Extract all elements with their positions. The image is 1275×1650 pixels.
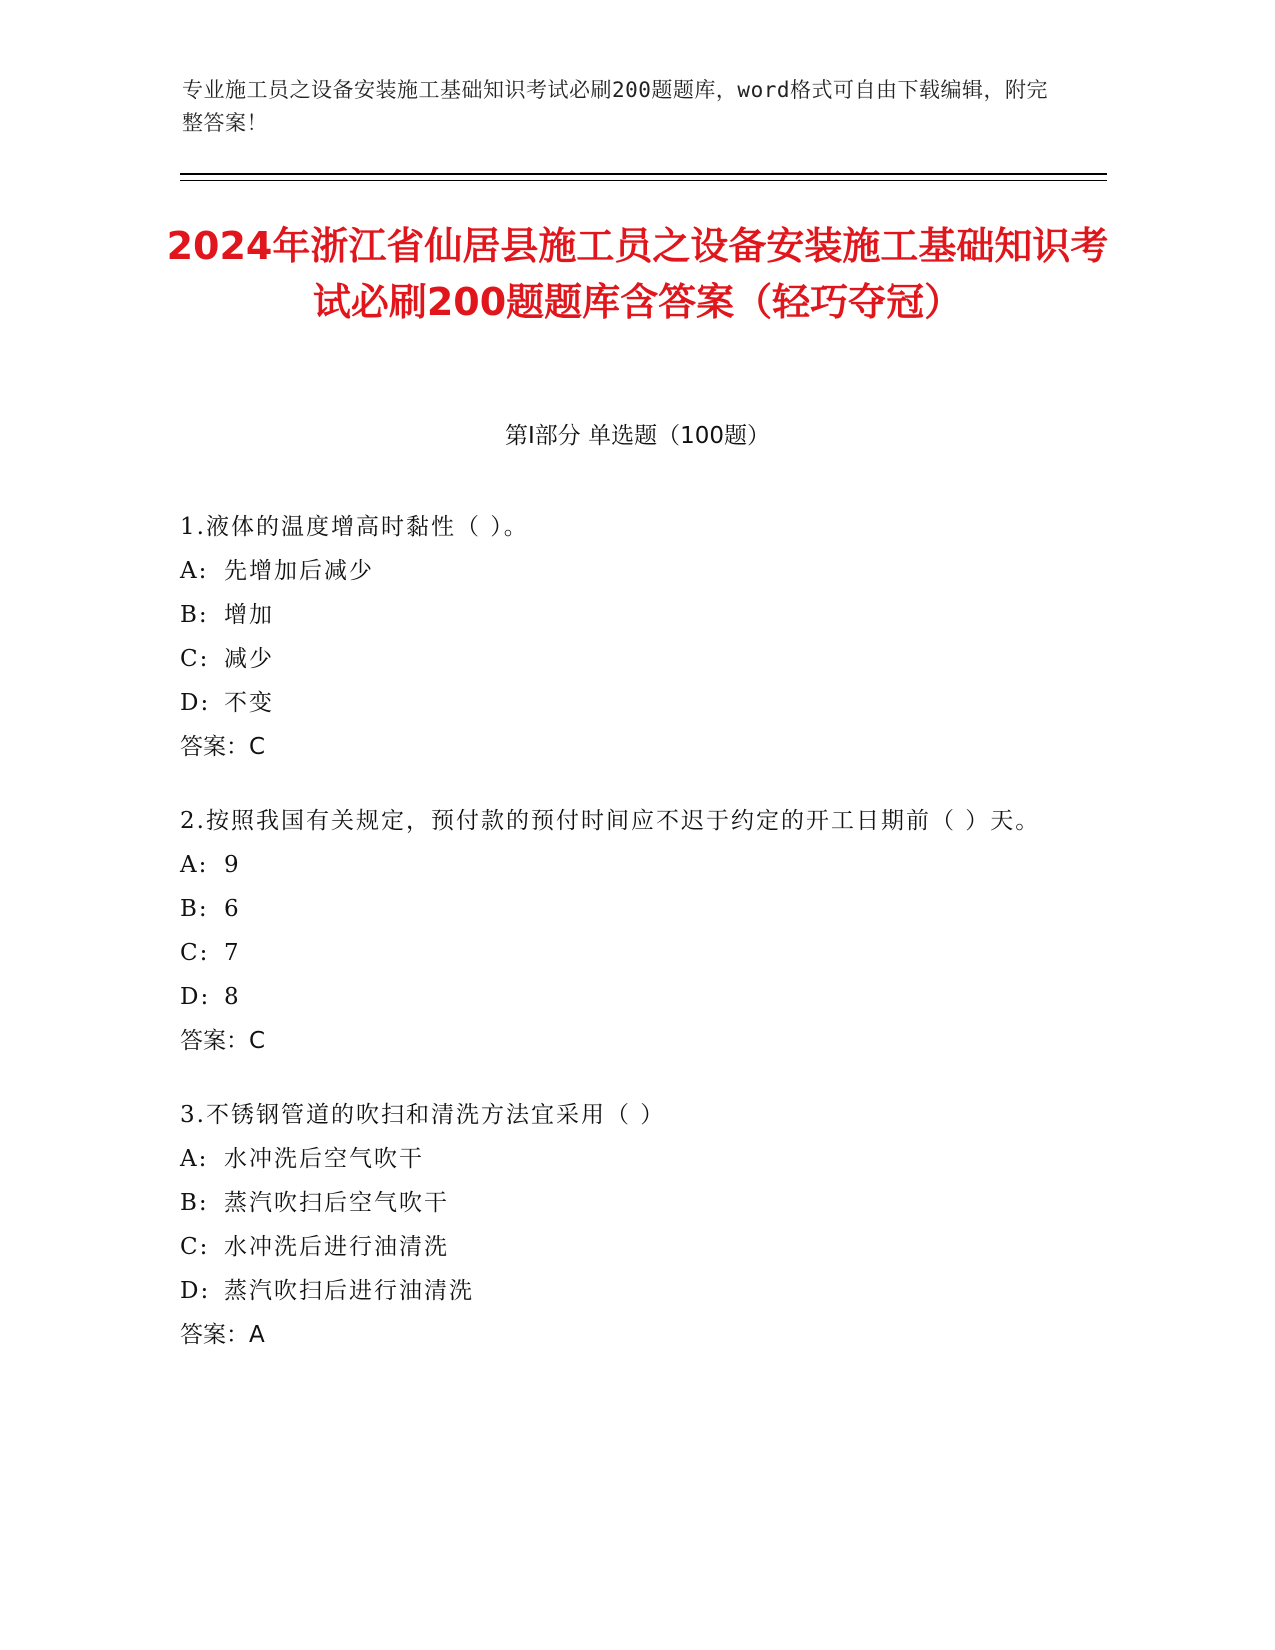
option-c <box>180 1225 1080 1269</box>
option-text: 9 <box>224 852 241 878</box>
question-item <box>180 1093 1080 1357</box>
option-text: 水冲洗后进行油清洗 <box>224 1234 449 1260</box>
option-b <box>180 1181 1080 1225</box>
option-letter: A: <box>180 1146 209 1172</box>
option-letter: C: <box>180 646 210 672</box>
option-letter: A: <box>180 558 209 584</box>
option-letter: A: <box>180 852 209 878</box>
option-text: 蒸汽吹扫后进行油清洗 <box>224 1278 474 1304</box>
option-letter: D: <box>180 1278 211 1304</box>
header-note: 专业施工员之设备安装施工基础知识考试必刷200题题库，word格式可自由下载编辑，附完整答案！ <box>182 78 1048 135</box>
header-divider-thick <box>180 173 1107 175</box>
document-title: 2024年浙江省仙居县施工员之设备安装施工基础知识考试必刷200题题库含答案（轻巧夺冠） <box>166 224 1109 324</box>
option-d <box>180 975 1080 1019</box>
option-d <box>180 1269 1080 1313</box>
option-c <box>180 931 1080 975</box>
question-item <box>180 505 1080 769</box>
section-heading: 第Ⅰ部分 单选题（100题） <box>505 423 770 449</box>
option-text: 8 <box>224 984 241 1010</box>
question-stem: 3.不锈钢管道的吹扫和清洗方法宜采用（ ） <box>180 1102 666 1128</box>
option-text: 6 <box>224 896 241 922</box>
option-b <box>180 593 1080 637</box>
option-text: 先增加后减少 <box>224 558 374 584</box>
option-d <box>180 681 1080 725</box>
option-c <box>180 637 1080 681</box>
answer-line: 答案：C <box>180 1028 266 1054</box>
header-divider-thin <box>180 180 1107 181</box>
option-letter: D: <box>180 984 211 1010</box>
question-list <box>180 505 1080 1387</box>
option-b <box>180 887 1080 931</box>
option-letter: B: <box>180 896 209 922</box>
option-text: 7 <box>224 940 241 966</box>
option-text: 不变 <box>224 690 274 716</box>
answer-line: 答案：A <box>180 1322 265 1348</box>
question-stem: 2.按照我国有关规定，预付款的预付时间应不迟于约定的开工日期前（ ）天。 <box>180 808 1041 834</box>
option-text: 水冲洗后空气吹干 <box>224 1146 424 1172</box>
option-text: 增加 <box>224 602 274 628</box>
option-text: 减少 <box>224 646 274 672</box>
answer-line: 答案：C <box>180 734 266 760</box>
question-item <box>180 799 1080 1063</box>
option-letter: B: <box>180 1190 209 1216</box>
option-text: 蒸汽吹扫后空气吹干 <box>224 1190 449 1216</box>
option-letter: D: <box>180 690 211 716</box>
question-stem: 1.液体的温度增高时黏性（ ）。 <box>180 514 529 540</box>
option-a <box>180 1137 1080 1181</box>
option-letter: B: <box>180 602 209 628</box>
option-a <box>180 549 1080 593</box>
option-a <box>180 843 1080 887</box>
option-letter: C: <box>180 940 210 966</box>
option-letter: C: <box>180 1234 210 1260</box>
